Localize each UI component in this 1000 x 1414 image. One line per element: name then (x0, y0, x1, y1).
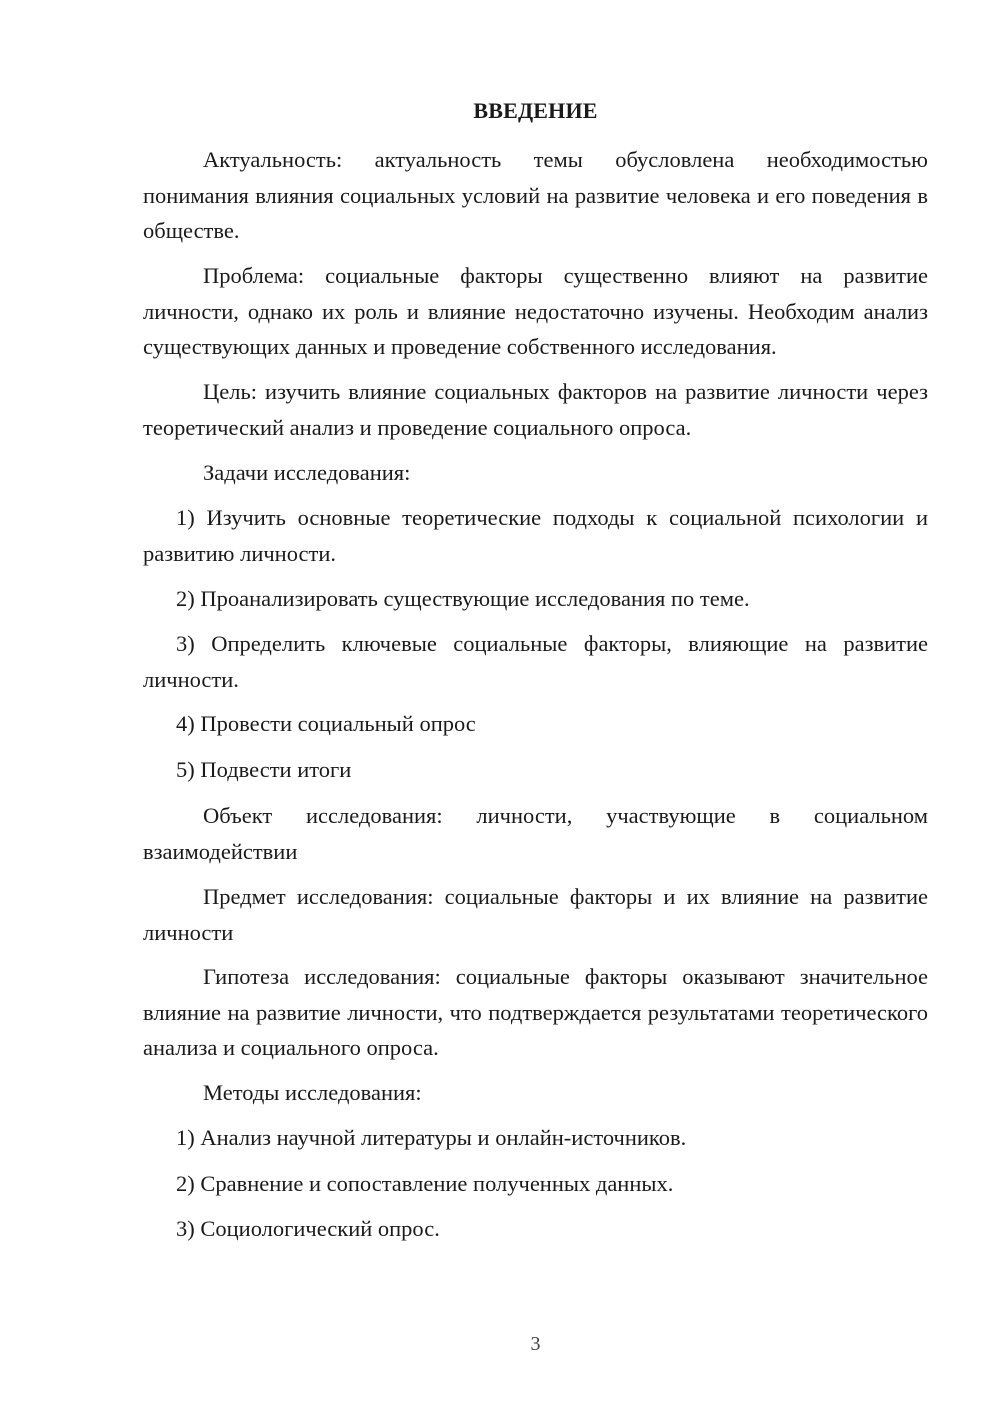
goal-paragraph: Цель: изучить влияние социальных факторов на развитие личности через теоретический анализ и проведение социального опроса. (143, 379, 928, 440)
hypothesis-paragraph: Гипотеза исследования: социальные факторы оказывают значительное влияние на развитие личности, что подтверждается результатами теоретического анализа и социального опроса. (143, 964, 928, 1060)
method-item-3: 3) Социологический опрос. (176, 1216, 440, 1241)
subject-paragraph: Предмет исследования: социальные факторы и их влияние на развитие личности (143, 884, 928, 945)
method-item-1: 1) Анализ научной литературы и онлайн-источников. (176, 1125, 687, 1150)
methods-heading: Методы исследования: (203, 1080, 422, 1105)
section-title: ВВЕДЕНИЕ (473, 98, 598, 123)
task-item-1: 1) Изучить основные теоретические подходы к социальной психологии и развитию личности. (143, 505, 928, 566)
object-paragraph: Объект исследования: личности, участвующие в социальном взаимодействии (143, 803, 928, 864)
task-item-3: 3) Определить ключевые социальные факторы, влияющие на развитие личности. (143, 631, 928, 692)
relevance-paragraph: Актуальность: актуальность темы обусловлена необходимостью понимания влияния социальных условий на развитие человека и его поведения в обществе. (143, 147, 928, 243)
problem-paragraph: Проблема: социальные факторы существенно влияют на развитие личности, однако их роль и влияние недостаточно изучены. Необходим анализ существующих данных и проведение собственного исследования. (143, 263, 928, 359)
method-item-2: 2) Сравнение и сопоставление полученных данных. (176, 1171, 674, 1196)
document-page (143, 0, 928, 1414)
task-item-2: 2) Проанализировать существующие исследования по теме. (176, 586, 750, 611)
page-number: 3 (530, 1333, 541, 1355)
task-item-5: 5) Подвести итоги (176, 757, 352, 782)
tasks-heading: Задачи исследования: (203, 460, 411, 485)
task-item-4: 4) Провести социальный опрос (176, 711, 476, 736)
